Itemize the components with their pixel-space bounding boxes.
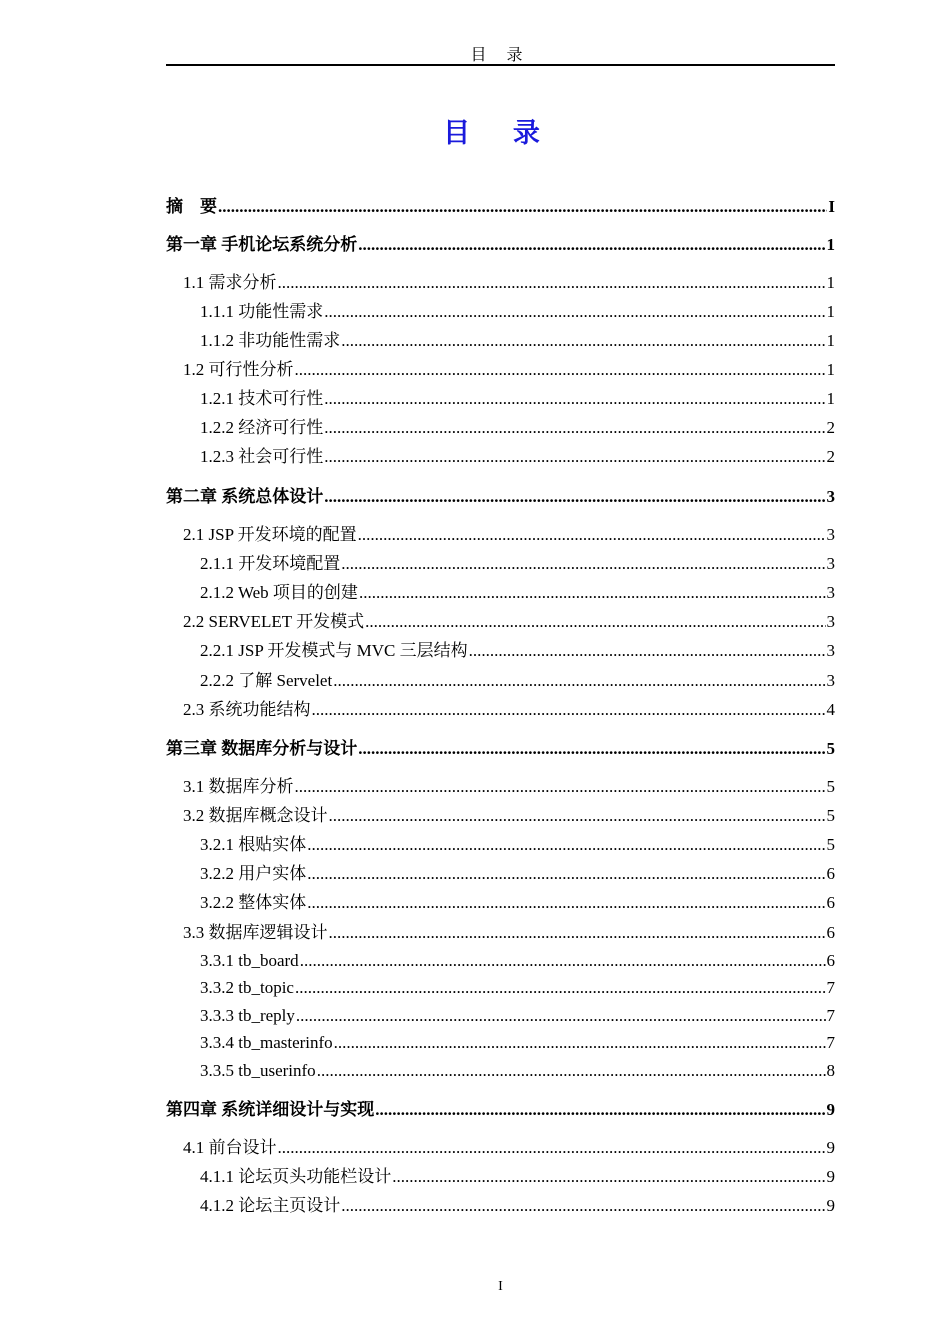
toc-entry-label: 2.1.1 开发环境配置 — [200, 554, 341, 573]
toc-entry-page: 2 — [826, 418, 835, 437]
toc-entry-label: 3.3 数据库逻辑设计 — [183, 923, 328, 942]
toc-section-entry[interactable] — [166, 611, 835, 633]
toc-entry-page: 3 — [826, 583, 835, 602]
toc-entry-label: 3.3.2 tb_topic — [200, 978, 294, 997]
toc-dot-leader — [341, 330, 825, 352]
toc-entry-page: 6 — [826, 923, 835, 942]
toc-dot-leader — [300, 950, 826, 972]
toc-subsection-entry[interactable] — [166, 977, 835, 999]
toc-dot-leader — [278, 1137, 826, 1159]
toc-section-entry[interactable] — [166, 805, 835, 827]
toc-dot-leader — [324, 486, 825, 508]
toc-subsection-entry[interactable] — [166, 640, 835, 662]
toc-section-entry[interactable] — [166, 699, 835, 721]
toc-entry-page: 1 — [826, 235, 835, 254]
toc-entry-page: 6 — [826, 951, 835, 970]
toc-entry-page: 9 — [826, 1138, 835, 1157]
toc-section-entry[interactable] — [166, 922, 835, 944]
toc-entry-page: 6 — [826, 864, 835, 883]
toc-subsection-entry[interactable] — [166, 1005, 835, 1027]
toc-dot-leader — [329, 805, 826, 827]
toc-dot-leader — [296, 1005, 826, 1027]
toc-subsection-entry[interactable] — [166, 670, 835, 692]
toc-entry-label: 第一章 手机论坛系统分析 — [166, 235, 358, 254]
toc-entry-page: 1 — [826, 302, 835, 321]
toc-dot-leader — [333, 670, 825, 692]
toc-chapter-entry[interactable] — [166, 196, 835, 218]
toc-entry-label: 第二章 系统总体设计 — [166, 487, 324, 506]
toc-entry-label: 第四章 系统详细设计与实现 — [166, 1100, 375, 1119]
toc-subsection-entry[interactable] — [166, 1032, 835, 1054]
toc-entry-page: 7 — [826, 978, 835, 997]
toc-entry-page: 1 — [826, 273, 835, 292]
toc-entry-page: 5 — [826, 835, 835, 854]
toc-chapter-entry[interactable] — [166, 738, 835, 760]
toc-entry-label: 2.2.1 JSP 开发模式与 MVC 三层结构 — [200, 641, 468, 660]
toc-entry-label: 摘 要 — [166, 197, 217, 216]
toc-entry-page: 1 — [826, 360, 835, 379]
toc-entry-page: 6 — [826, 893, 835, 912]
toc-entry-page: 5 — [826, 739, 835, 758]
toc-entry-label: 1.2.2 经济可行性 — [200, 418, 324, 437]
toc-entry-page: 9 — [826, 1100, 835, 1119]
toc-dot-leader — [312, 699, 826, 721]
toc-subsection-entry[interactable] — [166, 553, 835, 575]
toc-dot-leader — [358, 234, 825, 256]
toc-entry-label: 第三章 数据库分析与设计 — [166, 739, 358, 758]
toc-subsection-entry[interactable] — [166, 582, 835, 604]
toc-dot-leader — [307, 892, 825, 914]
toc-entry-label: 3.2.1 根贴实体 — [200, 835, 307, 854]
toc-entry-label: 1.1 需求分析 — [183, 273, 277, 292]
toc-entry-label: 3.1 数据库分析 — [183, 777, 294, 796]
toc-dot-leader — [324, 446, 825, 468]
toc-entry-label: 4.1 前台设计 — [183, 1138, 277, 1157]
toc-subsection-entry[interactable] — [166, 892, 835, 914]
toc-entry-page: 9 — [826, 1196, 835, 1215]
toc-entry-page: 3 — [826, 554, 835, 573]
toc-section-entry[interactable] — [166, 1137, 835, 1159]
toc-entry-label: 3.3.3 tb_reply — [200, 1006, 295, 1025]
toc-entry-page: 8 — [826, 1061, 835, 1080]
toc-entry-label: 1.2.3 社会可行性 — [200, 447, 324, 466]
page-title: 目 录 — [443, 118, 558, 148]
toc-dot-leader — [307, 834, 825, 856]
toc-entry-label: 2.1 JSP 开发环境的配置 — [183, 525, 357, 544]
toc-dot-leader — [278, 272, 826, 294]
toc-section-entry[interactable] — [166, 524, 835, 546]
toc-subsection-entry[interactable] — [166, 388, 835, 410]
toc-entry-page: 5 — [826, 777, 835, 796]
toc-entry-label: 4.1.1 论坛页头功能栏设计 — [200, 1167, 392, 1186]
running-header: 目 录 — [470, 47, 531, 64]
toc-entry-label: 3.3.5 tb_userinfo — [200, 1061, 316, 1080]
toc-dot-leader — [324, 388, 825, 410]
toc-subsection-entry[interactable] — [166, 834, 835, 856]
toc-dot-leader — [324, 417, 825, 439]
toc-dot-leader — [295, 359, 826, 381]
toc-entry-label: 2.3 系统功能结构 — [183, 700, 311, 719]
toc-section-entry[interactable] — [166, 359, 835, 381]
toc-dot-leader — [359, 582, 826, 604]
toc-entry-label: 3.2.2 用户实体 — [200, 864, 307, 883]
toc-entry-page: 1 — [826, 331, 835, 350]
toc-section-entry[interactable] — [166, 272, 835, 294]
toc-entry-page: 2 — [826, 447, 835, 466]
toc-entry-page: 3 — [826, 487, 835, 506]
toc-entry-page: 4 — [826, 700, 835, 719]
toc-entry-label: 2.2.2 了解 Servelet — [200, 671, 333, 690]
toc-entry-page: 7 — [826, 1006, 835, 1025]
toc-entry-page: 3 — [826, 525, 835, 544]
toc-dot-leader — [324, 301, 825, 323]
toc-entry-label: 3.2.2 整体实体 — [200, 893, 307, 912]
toc-dot-leader — [341, 1195, 825, 1217]
toc-entry-label: 3.2 数据库概念设计 — [183, 806, 328, 825]
toc-entry-page: 3 — [826, 612, 835, 631]
toc-dot-leader — [358, 738, 825, 760]
toc-entry-label: 1.2.1 技术可行性 — [200, 389, 324, 408]
toc-dot-leader — [295, 977, 826, 999]
toc-chapter-entry[interactable] — [166, 234, 835, 256]
toc-subsection-entry[interactable] — [166, 330, 835, 352]
toc-dot-leader — [341, 553, 825, 575]
toc-chapter-entry[interactable] — [166, 1099, 835, 1121]
toc-entry-page: 3 — [826, 641, 835, 660]
toc-entry-label: 1.2 可行性分析 — [183, 360, 294, 379]
toc-section-entry[interactable] — [166, 776, 835, 798]
toc-entry-label: 2.2 SERVELET 开发模式 — [183, 612, 365, 631]
toc-subsection-entry[interactable] — [166, 1060, 835, 1082]
toc-entry-page: 3 — [826, 671, 835, 690]
toc-entry-label: 4.1.2 论坛主页设计 — [200, 1196, 341, 1215]
table-of-contents — [166, 0, 835, 1344]
toc-chapter-entry[interactable] — [166, 486, 835, 508]
toc-dot-leader — [358, 524, 826, 546]
toc-subsection-entry[interactable] — [166, 1166, 835, 1188]
toc-entry-page: 7 — [826, 1033, 835, 1052]
toc-dot-leader — [295, 776, 826, 798]
toc-entry-page: 9 — [826, 1167, 835, 1186]
toc-entry-label: 3.3.4 tb_masterinfo — [200, 1033, 333, 1052]
toc-subsection-entry[interactable] — [166, 446, 835, 468]
toc-subsection-entry[interactable] — [166, 863, 835, 885]
toc-entry-page: I — [828, 197, 835, 216]
toc-dot-leader — [218, 196, 827, 218]
toc-dot-leader — [365, 611, 825, 633]
toc-dot-leader — [334, 1032, 826, 1054]
toc-dot-leader — [329, 922, 826, 944]
toc-entry-label: 1.1.1 功能性需求 — [200, 302, 324, 321]
toc-entry-label: 1.1.2 非功能性需求 — [200, 331, 341, 350]
toc-subsection-entry[interactable] — [166, 950, 835, 972]
toc-subsection-entry[interactable] — [166, 301, 835, 323]
toc-dot-leader — [317, 1060, 826, 1082]
toc-subsection-entry[interactable] — [166, 1195, 835, 1217]
page-number: I — [498, 1279, 503, 1294]
toc-entry-page: 1 — [826, 389, 835, 408]
toc-dot-leader — [375, 1099, 825, 1121]
toc-dot-leader — [392, 1166, 825, 1188]
toc-entry-page: 5 — [826, 806, 835, 825]
toc-dot-leader — [307, 863, 825, 885]
toc-entry-label: 2.1.2 Web 项目的创建 — [200, 583, 358, 602]
toc-dot-leader — [469, 640, 826, 662]
toc-entry-label: 3.3.1 tb_board — [200, 951, 299, 970]
toc-subsection-entry[interactable] — [166, 417, 835, 439]
